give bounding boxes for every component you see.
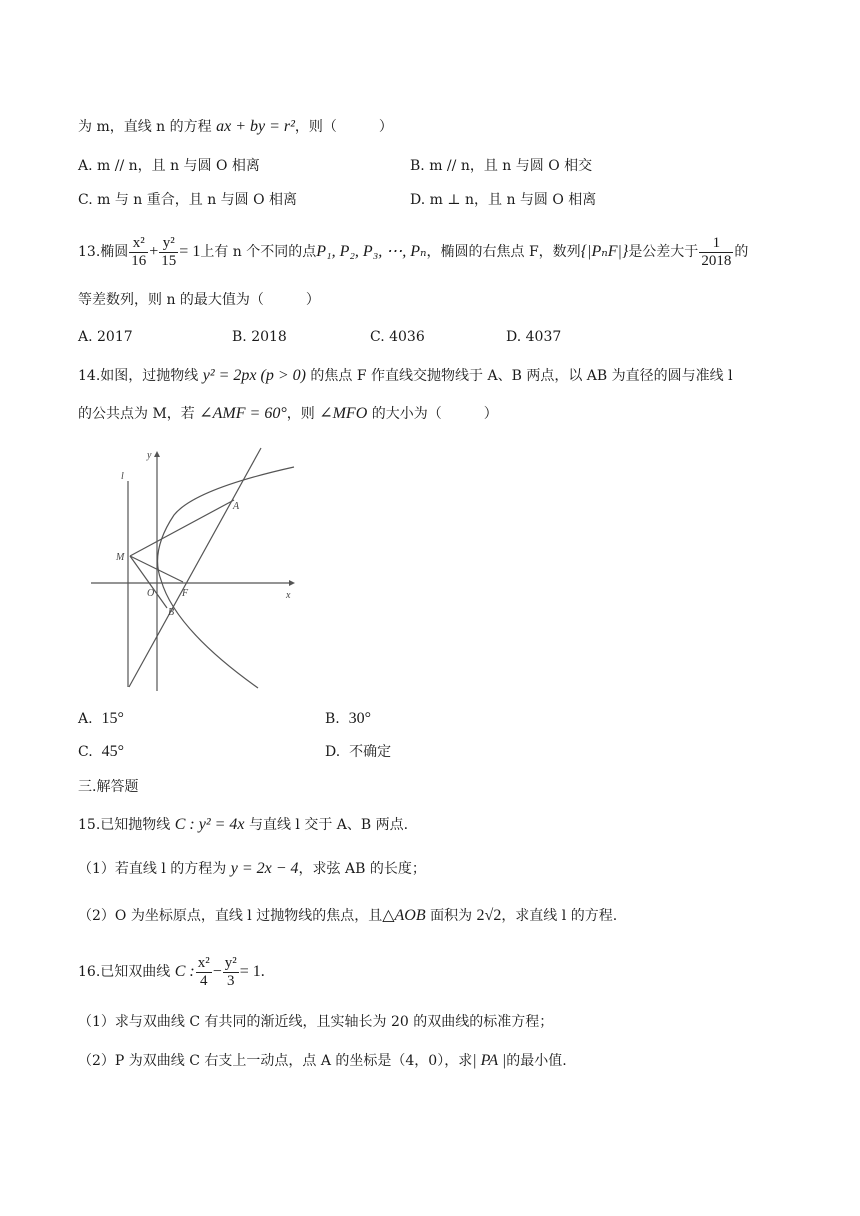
q13-fraction-d: $\frac{1}{2018}$ [701, 234, 732, 269]
q16-distance-pa: | PA | [472, 1052, 507, 1069]
y-axis-arrow [154, 451, 160, 457]
label-m: M [116, 552, 125, 563]
label-b: B [168, 607, 175, 618]
q13-option-a: A. 2017 [78, 329, 133, 345]
segment-ma [130, 500, 234, 556]
q13-stem: 13.椭圆 $\frac{\text{x²}}{16}$ + $\frac{\text{y²}}{15}$ = 1上有 n 个不同的点P₁, P₂, P₃, ⋯, Pₙ，椭圆的右焦点 F，数列{|PₙF|}是公差大于 $\frac{1}{2018}$ 的 [78, 234, 749, 269]
q12-option-c: C. m 与 n 重合，且 n 与圆 O 相离 [78, 192, 298, 208]
q16-stem: 16.已知双曲线 C : $\frac{\text{x²}}{4}$ − $\frac{\text{y²}}{3}$ = 1. [78, 954, 265, 989]
q12-stem: 为 m，直线 n 的方程 ax + by = r²，则（ ） [78, 118, 393, 135]
label-f: F [182, 588, 189, 599]
q15-part1: （1）若直线 l 的方程为 y = 2x − 4，求弦 AB 的长度； [78, 860, 426, 877]
q12-equation: ax + by = r² [216, 118, 295, 135]
q12-option-d: D. m ⊥ n，且 n 与圆 O 相离 [410, 192, 597, 208]
q12-option-a: A. m // n，且 n 与圆 O 相离 [78, 158, 260, 174]
section-title-solutions: 三.解答题 [78, 779, 139, 795]
q14-parabola-figure [85, 443, 300, 693]
q13-option-b: B. 2018 [232, 329, 287, 345]
q14-angle-amf: ∠AMF = 60° [199, 405, 287, 422]
q14-stem: 14.如图，过抛物线 y² = 2px (p > 0) 的焦点 F 作直线交抛物线于 A、B 两点，以 AB 为直径的圆与准线 l [78, 367, 733, 384]
label-l: l [121, 471, 124, 482]
q16-part1: （1）求与双曲线 C 有共同的渐近线，且实轴长为 20 的双曲线的标准方程； [78, 1014, 554, 1030]
q13-points: P₁, P₂, P₃, ⋯, Pₙ [316, 243, 427, 260]
q12-option-b: B. m // n，且 n 与圆 O 相交 [410, 158, 593, 174]
q13-fraction-y: $\frac{\text{y²}}{15}$ [161, 234, 177, 269]
q14-option-d: D. 不确定 [325, 744, 392, 760]
q14-option-c: C. 45° [78, 743, 124, 760]
q15-curve: C : y² = 4x [174, 816, 245, 833]
q13-sequence: {|PₙF|} [580, 243, 629, 260]
q14-stem-line2: 的公共点为 M，若 ∠AMF = 60°，则 ∠MFO 的大小为（ ） [78, 405, 498, 422]
q16-fraction-y: $\frac{\text{y²}}{3}$ [224, 954, 237, 989]
q13-option-d: D. 4037 [506, 329, 562, 345]
label-x: x [286, 590, 291, 601]
q16-fraction-x: $\frac{\text{x²}}{4}$ [197, 954, 210, 989]
q14-option-a: A. 15° [78, 710, 124, 727]
q13-stem-line2: 等差数列，则 n 的最大值为（ ） [78, 292, 320, 308]
q15-stem: 15.已知抛物线 C : y² = 4x 与直线 l 交于 A、B 两点. [78, 816, 409, 833]
q13-option-c: C. 4036 [370, 329, 425, 345]
label-o: O [147, 588, 155, 599]
q15-part2: （2）O 为坐标原点，直线 l 过抛物线的焦点，且△AOB 面积为 2√2，求直线 l 的方程. [78, 907, 618, 924]
q16-part2: （2）P 为双曲线 C 右支上一动点，点 A 的坐标是（4，0），求| PA |的最小值. [78, 1052, 567, 1069]
q14-option-b: B. 30° [325, 710, 372, 727]
q15-area: 2√2 [476, 907, 502, 924]
q14-parabola: y² = 2px (p > 0) [202, 367, 306, 384]
parabola-curve [158, 467, 294, 688]
label-y: y [147, 450, 152, 461]
focal-chord [129, 448, 261, 687]
q15-triangle: △AOB [382, 907, 426, 924]
q15-line-eq: y = 2x − 4 [230, 860, 299, 877]
x-axis-arrow [289, 580, 295, 586]
q14-angle-mfo: ∠MFO [319, 405, 368, 422]
q13-fraction-x: $\frac{\text{x²}}{16}$ [131, 234, 147, 269]
label-a: A [233, 501, 240, 512]
